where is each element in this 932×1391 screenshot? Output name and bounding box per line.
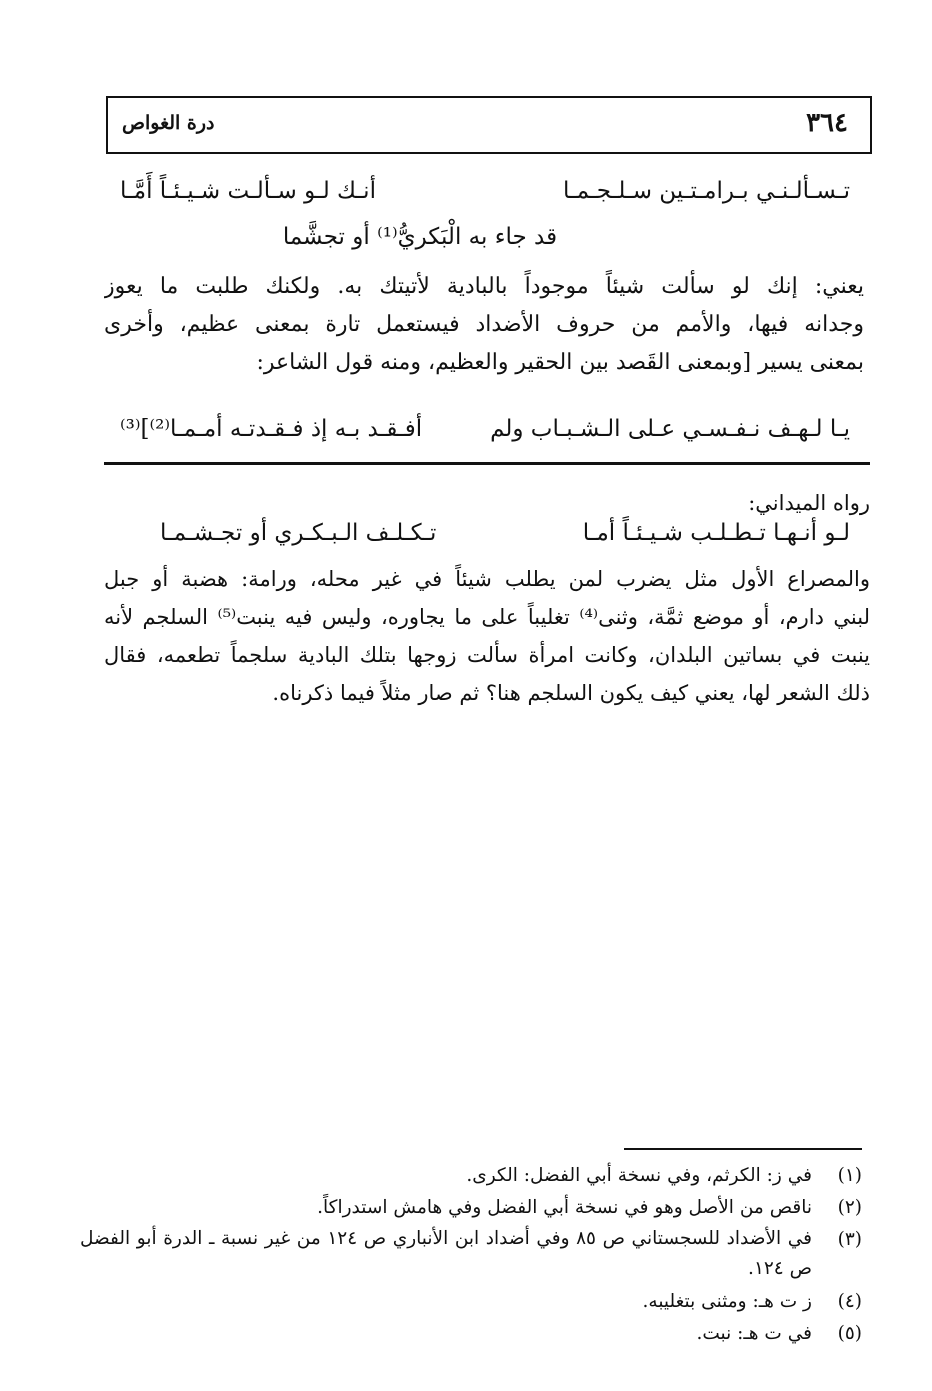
verse-1 xyxy=(120,178,850,218)
verse-1-continuation: قد جاء به الْبَكريُّ⁽¹⁾ أو تجشَّما xyxy=(282,224,558,250)
footnote-text: ز ت هـ: ومثنى بتغليبه. xyxy=(642,1291,812,1312)
running-title: درة الغواص xyxy=(122,112,215,134)
footnote-text: في الأضداد للسجستاني ص ٨٥ وفي أضداد ابن الأنباري ص ١٢٤ من غير نسبة ـ الدرة أبو الفضل ص ١٢٤. xyxy=(80,1228,813,1279)
footnote-number: (٢) xyxy=(837,1197,862,1218)
page-number: ٣٦٤ xyxy=(806,108,848,138)
commentary-verse xyxy=(160,520,850,560)
verse-2-first-hemistich: يـا لـهـف نـفـسـي عـلى الـشـبـاب ولم xyxy=(490,416,850,442)
footnote-number: (١) xyxy=(837,1165,862,1186)
commentary-line: ذلك الشعر لها، يعني كيف يكون السلجم هنا؟ ثم صار مثلاً فيما ذكرناه. xyxy=(272,681,870,705)
footnote-number: (٣) xyxy=(837,1229,862,1250)
commentary-paragraph xyxy=(104,562,870,714)
verse-1-first-hemistich: تـسـألـنـي بـرامـتـين سـلـجـمـا xyxy=(562,178,850,204)
footnote-number: (٥) xyxy=(837,1323,862,1344)
body-paragraph xyxy=(104,268,864,382)
body-line: بمعنى يسير [وبمعنى القَصد بين الحقير والعظيم، ومنه قول الشاعر: xyxy=(256,350,864,375)
footnote xyxy=(80,1160,862,1192)
footnote xyxy=(80,1318,862,1350)
commentary-verse-second-hemistich: تـكـلـف الـبـكـري أو تجـشـمـا xyxy=(160,520,437,546)
body-line: وجدانه فيها، والأمم من حروف الأضداد فيستعمل تارة بمعنى عظيم، وأخرى xyxy=(104,312,864,337)
commentary-line: لبني دارم، أو موضع ثمَّة، وثنى⁽⁴⁾ تغليباً على ما يجاوره، وليس فيه ينبت⁽⁵⁾ السلجم لأنه xyxy=(104,605,870,629)
commentary-block xyxy=(104,486,870,524)
commentary-intro: رواه الميداني: xyxy=(748,491,870,515)
footnote xyxy=(80,1286,862,1318)
footnote xyxy=(80,1224,862,1286)
footnotes xyxy=(80,1160,862,1350)
footnote xyxy=(80,1192,862,1224)
verse-2-second-hemistich: أفـقـد بـه إذ فـقـدتـه أمـمـا⁽²⁾]⁽³⁾ xyxy=(120,416,423,442)
footnote-text: في ت هـ: نبت. xyxy=(696,1323,812,1344)
footnote-text: ناقص من الأصل وهو في نسخة أبي الفضل وفي هامش استدراكاً. xyxy=(317,1197,812,1218)
verse-1-second-hemistich: أنـك لـو سـألـت شـيـئـاً أَمَّـا xyxy=(120,178,376,204)
commentary-line: ينبت في بساتين البلدان، وكانت امرأة سألت زوجها بتلك البادية سلجماً تطعمه، فقال xyxy=(104,643,870,667)
commentary-verse-first-hemistich: لـو أنـهـا تـطـلـب شـيـئـاً أمـا xyxy=(582,520,850,546)
footnote-number: (٤) xyxy=(837,1291,862,1312)
body-line: يعني: إنك لو سألت شيئاً موجوداً بالبادية لأتيتك به. ولكنك طلبت ما يعوز xyxy=(104,274,864,299)
running-header xyxy=(106,96,872,154)
verse-2 xyxy=(120,416,850,456)
footnote-separator xyxy=(624,1148,862,1150)
commentary-line: والمصراع الأول مثل يضرب لمن يطلب شيئاً في غير محله، ورامة: هضبة أو جبل xyxy=(104,567,870,591)
section-divider xyxy=(104,462,870,465)
footnote-text: في ز: الكرثم، وفي نسخة أبي الفضل: الكرى. xyxy=(466,1165,812,1186)
